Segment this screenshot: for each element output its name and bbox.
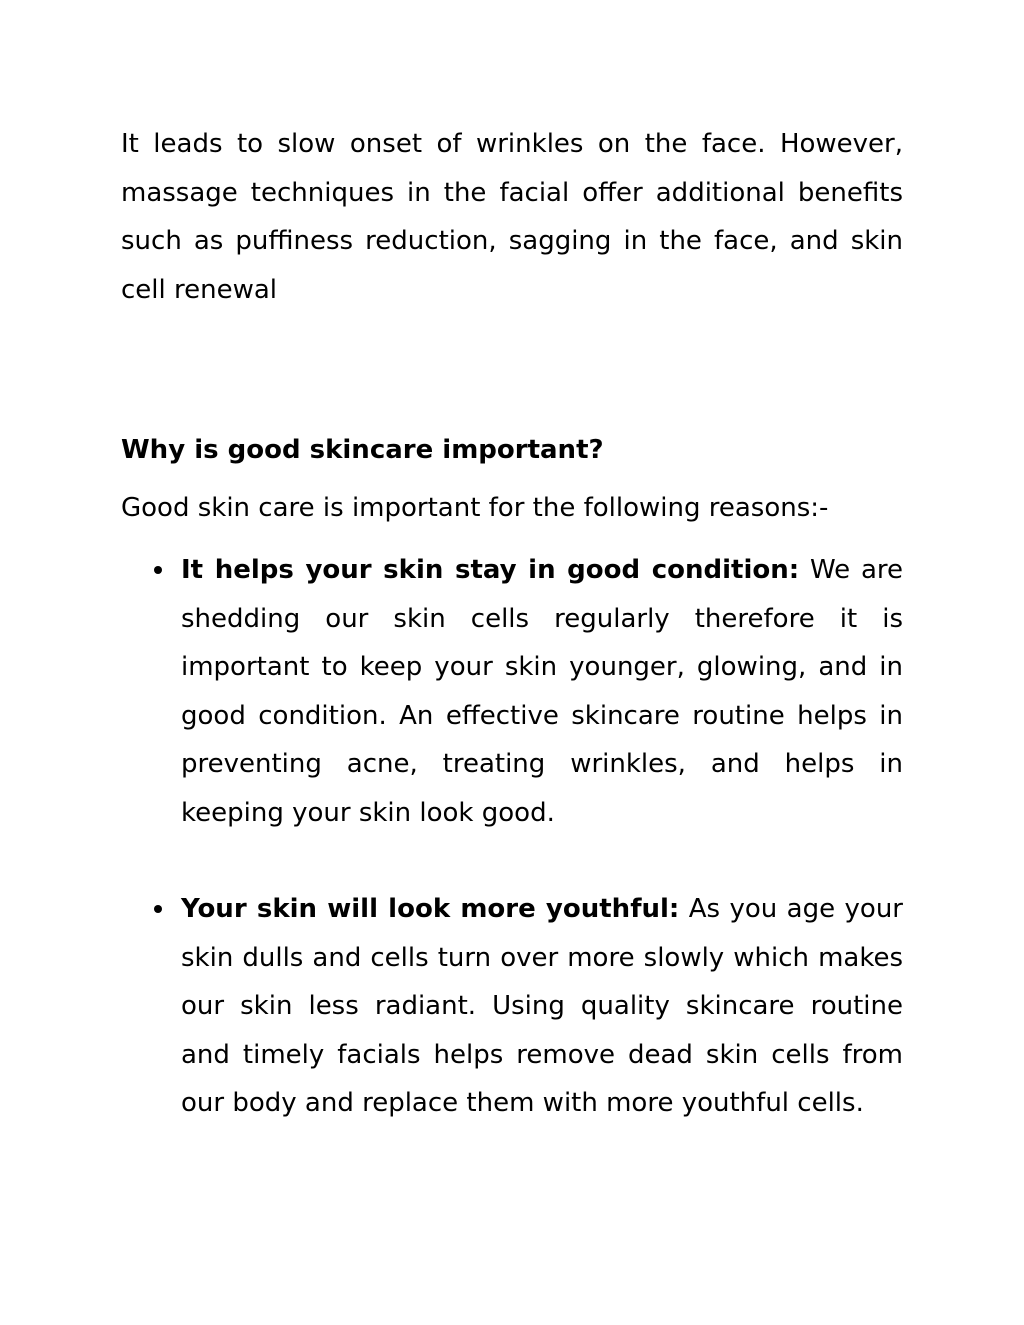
- bullet-icon: [154, 566, 162, 574]
- list-item: [121, 885, 903, 1128]
- list-item-body: As you age your skin dulls and cells turn over more slowly which makes our skin less radiant. Using quality skincare routine and timely facials helps remove dead skin cells from our body and replace them with more youthful cells.: [181, 894, 903, 1118]
- list-item-title: Your skin will look more youthful:: [181, 894, 680, 924]
- list-item-title: It helps your skin stay in good condition:: [181, 555, 800, 585]
- list-item: [121, 546, 903, 837]
- list-item-body: We are shedding our skin cells regularly therefore it is important to keep your skin younger, glowing, and in good condition. An effective skincare routine helps in preventing acne, treating wrinkles, and helps in keeping your skin look good.: [181, 555, 903, 828]
- intro-paragraph: It leads to slow onset of wrinkles on the face. However, massage techniques in the facial offer additional benefits such as puffiness reduction, sagging in the face, and skin cell renewal: [121, 129, 903, 305]
- section-lead: Good skin care is important for the following reasons:-: [121, 493, 829, 523]
- reasons-list: [121, 546, 903, 1128]
- section-heading: Why is good skincare important?: [121, 435, 604, 465]
- document-page: [121, 120, 903, 1118]
- bullet-icon: [154, 905, 162, 913]
